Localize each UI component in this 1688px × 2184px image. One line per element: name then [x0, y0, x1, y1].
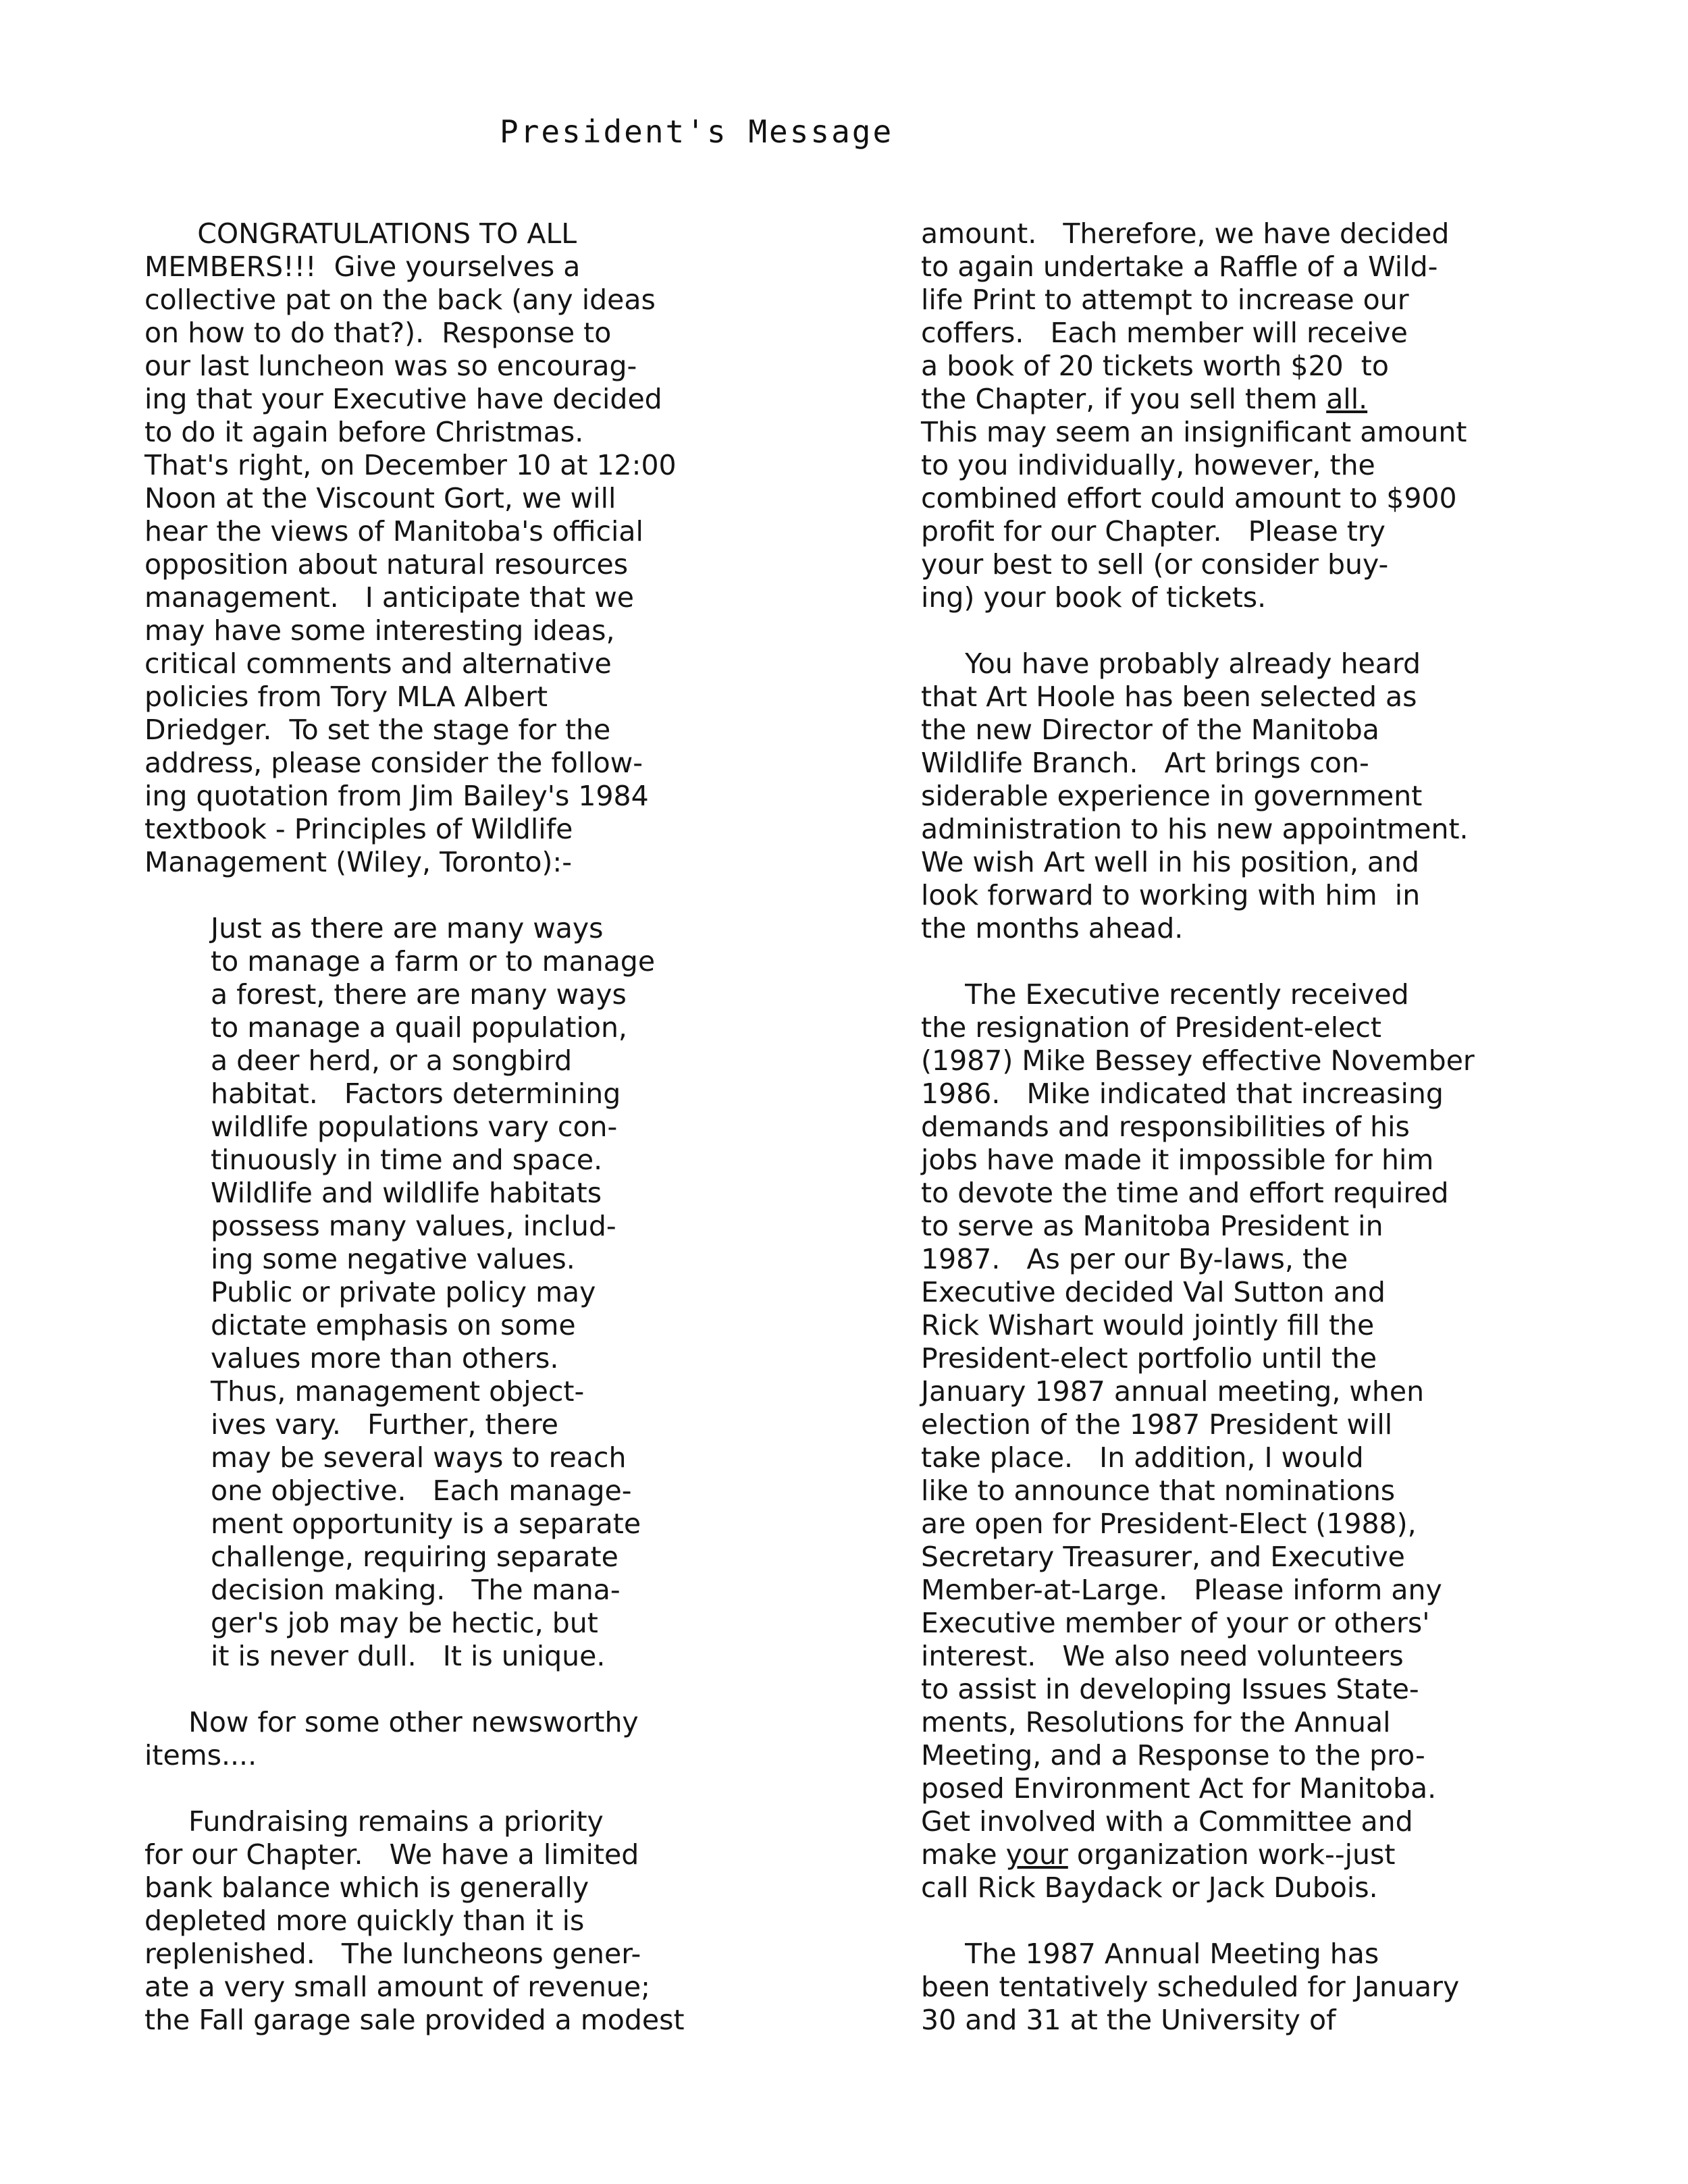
text-line: We wish Art well in his position, and — [921, 846, 1420, 878]
text-line: ments, Resolutions for the Annual — [921, 1706, 1391, 1738]
text-line: ing) your book of tickets. — [921, 581, 1267, 614]
text-line: Rick Wishart would jointly fill the — [921, 1309, 1375, 1341]
underlined-all: all. — [1326, 383, 1368, 415]
paragraph-art-hoole — [921, 647, 1569, 945]
text-line: to do it again before Christmas. — [144, 416, 584, 448]
text-line: 30 and 31 at the University of — [921, 2004, 1336, 2036]
text-line: election of the 1987 President will — [921, 1408, 1393, 1441]
text-line: bank balance which is generally — [144, 1871, 589, 1904]
text-line: a book of 20 tickets worth $20 to — [921, 350, 1389, 382]
text-line: Thus, management object- — [211, 1375, 585, 1408]
text-line: posed Environment Act for Manitoba. — [921, 1772, 1437, 1805]
text-line: tinuously in time and space. — [211, 1144, 603, 1176]
text-line: Member-at-Large. Please inform any — [921, 1574, 1442, 1606]
text-line: demands and responsibilities of his — [921, 1111, 1410, 1143]
text-line: ing some negative values. — [211, 1243, 575, 1275]
text-line: to devote the time and effort required — [921, 1177, 1449, 1209]
text-line: collective pat on the back (any ideas — [144, 284, 656, 316]
text-line: ing quotation from Jim Bailey's 1984 — [144, 780, 649, 812]
resignation-lines — [921, 978, 1569, 1838]
text-line: the resignation of President-elect — [921, 1011, 1382, 1044]
resignation-underline-pre: make — [921, 1838, 1006, 1871]
raffle-lines-a — [921, 217, 1569, 383]
text-line: depleted more quickly than it is — [144, 1905, 585, 1937]
text-line: the new Director of the Manitoba — [921, 714, 1379, 746]
paragraph-resignation — [921, 978, 1569, 1905]
text-line: Meeting, and a Response to the pro- — [921, 1739, 1425, 1772]
text-line: your best to sell (or consider buy- — [921, 548, 1389, 581]
text-line: Noon at the Viscount Gort, we will — [144, 482, 616, 514]
text-line: Now for some other newsworthy — [144, 1706, 639, 1738]
text-line: The Executive recently received — [921, 978, 1409, 1011]
text-line: Get involved with a Committee and — [921, 1805, 1413, 1838]
resignation-last-line: call Rick Baydack or Jack Dubois. — [921, 1871, 1378, 1904]
right-column — [921, 217, 1569, 2037]
bailey-quotation — [211, 912, 793, 1673]
text-line: coffers. Each member will receive — [921, 317, 1408, 349]
text-line: Executive member of your or others' — [921, 1607, 1430, 1639]
text-line: replenished. The luncheons gener- — [144, 1938, 641, 1970]
text-line: it is never dull. It is unique. — [211, 1640, 606, 1672]
text-line: to again undertake a Raffle of a Wild- — [921, 250, 1438, 283]
text-line: Fundraising remains a priority — [144, 1805, 604, 1838]
text-line: like to announce that nominations — [921, 1474, 1396, 1507]
text-line: look forward to working with him in — [921, 879, 1421, 911]
resignation-underline-post: organization work--just — [1067, 1838, 1396, 1871]
text-line: a deer herd, or a songbird — [211, 1044, 573, 1077]
underlined-your: your — [1005, 1838, 1068, 1871]
text-line: Just as there are many ways — [211, 912, 604, 944]
text-line: textbook - Principles of Wildlife — [144, 813, 573, 845]
text-line: interest. We also need volunteers — [921, 1640, 1404, 1672]
raffle-lines-b — [921, 416, 1569, 614]
text-line: items.... — [144, 1739, 257, 1772]
text-line: values more than others. — [211, 1342, 559, 1375]
text-line: siderable experience in government — [921, 780, 1423, 812]
text-line: profit for our Chapter. Please try — [921, 515, 1386, 548]
text-line: Driedger. To set the stage for the — [144, 714, 611, 746]
text-line: ger's job may be hectic, but — [211, 1607, 598, 1639]
text-line: (1987) Mike Bessey effective November — [921, 1044, 1475, 1077]
text-line: habitat. Factors determining — [211, 1077, 621, 1110]
text-line: ate a very small amount of revenue; — [144, 1971, 650, 2003]
text-line: President-elect portfolio until the — [921, 1342, 1377, 1375]
text-line: opposition about natural resources — [144, 548, 629, 581]
text-line: critical comments and alternative — [144, 647, 612, 680]
text-line: to manage a quail population, — [211, 1011, 627, 1044]
text-line: a forest, there are many ways — [211, 978, 627, 1011]
text-line: January 1987 annual meeting, when — [921, 1375, 1425, 1408]
paragraph-congratulations — [144, 217, 793, 879]
paragraph-fundraising — [144, 1805, 793, 2037]
text-line: ment opportunity is a separate — [211, 1508, 641, 1540]
raffle-underline-line — [921, 383, 1569, 416]
text-line: on how to do that?). Response to — [144, 317, 612, 349]
text-line: This may seem an insignificant amount — [921, 416, 1467, 448]
text-line: to assist in developing Issues State- — [921, 1673, 1419, 1705]
paragraph-raffle — [921, 217, 1569, 614]
text-line: policies from Tory MLA Albert — [144, 681, 548, 713]
text-line: may have some interesting ideas, — [144, 614, 615, 647]
text-line: ives vary. Further, there — [211, 1408, 558, 1441]
left-column — [144, 217, 793, 2037]
text-line: may be several ways to reach — [211, 1441, 627, 1474]
text-line: Management (Wiley, Toronto):- — [144, 846, 573, 878]
text-line: the Fall garage sale provided a modest — [144, 2004, 685, 2036]
text-line: take place. In addition, I would — [921, 1441, 1364, 1474]
text-line: amount. Therefore, we have decided — [921, 217, 1450, 250]
text-line: ing that your Executive have decided — [144, 383, 662, 415]
page-title: President's Message — [500, 113, 894, 150]
paragraph-annual-meeting — [921, 1938, 1569, 2037]
text-line: MEMBERS!!! Give yourselves a — [144, 250, 581, 283]
text-line: administration to his new appointment. — [921, 813, 1469, 845]
text-line: possess many values, includ- — [211, 1210, 616, 1242]
text-line: jobs have made it impossible for him — [921, 1144, 1434, 1176]
text-line: 1987. As per our By-laws, the — [921, 1243, 1348, 1275]
text-line: The 1987 Annual Meeting has — [921, 1938, 1379, 1970]
text-line: decision making. The mana- — [211, 1574, 621, 1606]
text-line: been tentatively scheduled for January — [921, 1971, 1460, 2003]
text-line: You have probably already heard — [921, 647, 1421, 680]
text-line: Wildlife Branch. Art brings con- — [921, 747, 1369, 779]
text-line: dictate emphasis on some — [211, 1309, 576, 1341]
text-line: to you individually, however, the — [921, 449, 1375, 481]
text-line: that Art Hoole has been selected as — [921, 681, 1417, 713]
text-line: Executive decided Val Sutton and — [921, 1276, 1386, 1308]
text-line: wildlife populations vary con- — [211, 1111, 618, 1143]
text-line: challenge, requiring separate — [211, 1541, 618, 1573]
text-line: Public or private policy may — [211, 1276, 596, 1308]
text-line: Wildlife and wildlife habitats — [211, 1177, 602, 1209]
text-line: to manage a farm or to manage — [211, 945, 656, 978]
text-line: life Print to attempt to increase our — [921, 284, 1409, 316]
text-line: combined effort could amount to $900 — [921, 482, 1457, 514]
text-line: to serve as Manitoba President in — [921, 1210, 1383, 1242]
text-line: address, please consider the follow- — [144, 747, 643, 779]
text-line: our last luncheon was so encourag- — [144, 350, 637, 382]
text-line: the months ahead. — [921, 912, 1184, 944]
paragraph-newsworthy — [144, 1706, 793, 1772]
raffle-underline-pre: the Chapter, if you sell them — [921, 383, 1327, 415]
text-line: 1986. Mike indicated that increasing — [921, 1077, 1444, 1110]
text-line: hear the views of Manitoba's official — [144, 515, 643, 548]
text-line: management. I anticipate that we — [144, 581, 634, 614]
text-line: CONGRATULATIONS TO ALL — [144, 217, 577, 250]
text-line: for our Chapter. We have a limited — [144, 1838, 639, 1871]
text-line: That's right, on December 10 at 12:00 — [144, 449, 677, 481]
text-line: are open for President-Elect (1988), — [921, 1508, 1417, 1540]
text-line: one objective. Each manage- — [211, 1474, 632, 1507]
text-line: Secretary Treasurer, and Executive — [921, 1541, 1405, 1573]
resignation-underline-line — [921, 1838, 1569, 1871]
